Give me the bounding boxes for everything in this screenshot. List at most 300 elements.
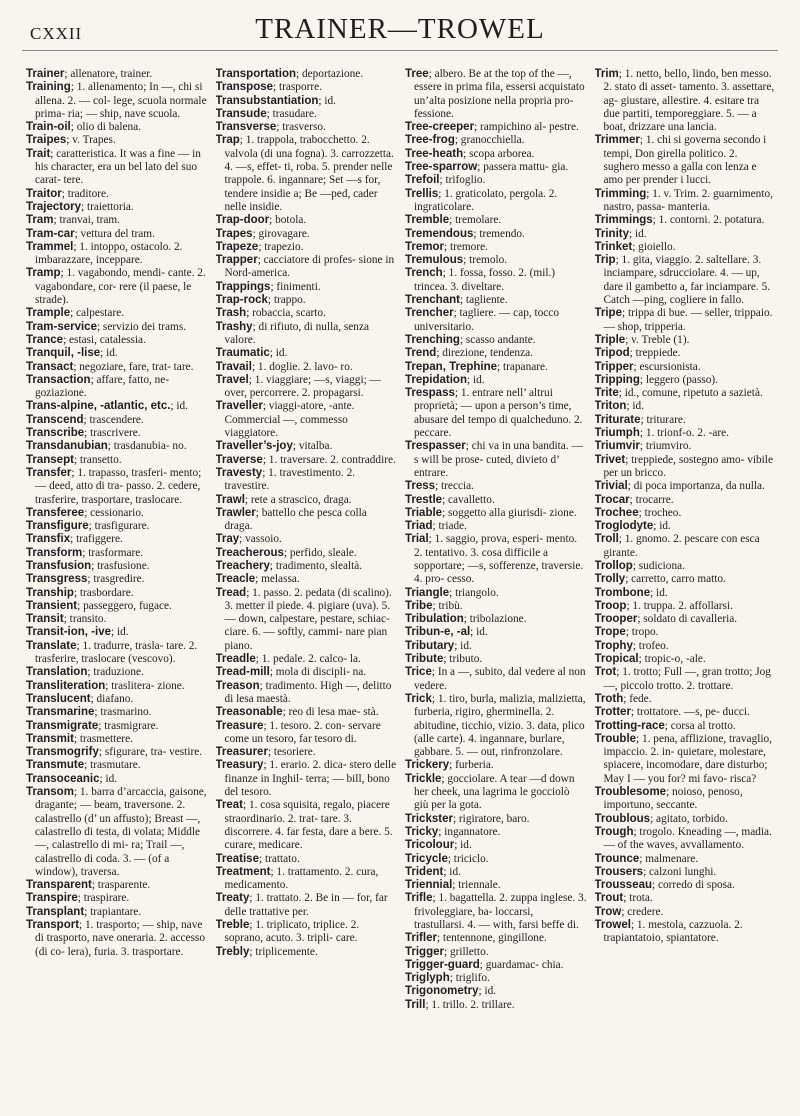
dictionary-entry <box>216 307 398 320</box>
entry-definition: ; 1. saggio, prova, esperi- mento. 2. tentativo. 3. cosa difficile a sopportare; —s, sofferenze, traversie. 4. pro- cesso. <box>414 533 584 586</box>
dictionary-entry <box>26 188 208 201</box>
dictionary-entry <box>216 587 398 653</box>
entry-definition: ; tentennone, gingillone. <box>436 932 547 945</box>
dictionary-entry <box>216 946 398 959</box>
entry-definition: ; cavalletto. <box>442 493 495 506</box>
column-4 <box>595 68 777 1108</box>
entry-headword: Trespass <box>405 387 455 400</box>
dictionary-entry <box>595 507 777 520</box>
dictionary-entry <box>405 241 587 254</box>
entry-headword: Trotter <box>594 706 631 719</box>
entry-definition: ; calzoni lunghi. <box>643 865 717 878</box>
dictionary-entry <box>405 653 587 666</box>
entry-headword: Travail <box>215 360 252 373</box>
entry-headword: Tremor <box>405 240 444 253</box>
entry-headword: Trifler <box>405 932 437 945</box>
entry-definition: ; 1. graticolato, pergola. 2. ingraticolare. <box>414 187 558 213</box>
entry-definition: ; rigiratore, baro. <box>452 812 530 825</box>
entry-headword: Trap-door <box>215 214 270 227</box>
entry-headword: Treason <box>215 679 260 692</box>
entry-definition: ; 1. passo. 2. pedata (di scalino). 3. metter il piede. 4. pigiare (uva). 5. — down, calpestare, pestare, schiac- ciare. 6. — softly, cammi- nare pian piano. <box>224 586 392 652</box>
dictionary-entry <box>405 334 587 347</box>
entry-headword: Trinket <box>594 240 633 253</box>
dictionary-entry <box>595 653 777 666</box>
entry-definition: ; finimenti. <box>270 280 321 293</box>
entry-definition: ; id. <box>170 400 189 413</box>
entry-headword: Transaction <box>26 373 91 386</box>
entry-definition: ; 1. traversare. 2. contraddire. <box>262 453 396 466</box>
entry-definition: ; id. <box>454 639 472 652</box>
entry-headword: Trigger <box>405 945 444 958</box>
entry-definition: ; soldato di cavalleria. <box>637 613 738 626</box>
entry-definition: ; rampichino al- pestre. <box>474 121 579 134</box>
entry-definition: ; passeggero, fugace. <box>77 599 172 612</box>
entry-headword: Treasurer <box>215 746 268 759</box>
entry-definition: ; tropo. <box>625 626 659 639</box>
dictionary-entry <box>595 533 777 560</box>
entry-headword: Triangle <box>405 586 450 599</box>
dictionary-entry <box>216 321 398 348</box>
entry-headword: Tremulous <box>405 254 464 267</box>
entry-headword: Trope <box>594 626 626 639</box>
dictionary-entry <box>216 374 398 401</box>
entry-definition: ; v. Trapes. <box>66 134 116 147</box>
entry-headword: Tree-creeper <box>405 121 475 134</box>
entry-headword: Trick <box>405 692 432 705</box>
entry-headword: Triad <box>405 520 433 533</box>
entry-headword: Trance <box>26 333 64 346</box>
entry-definition: ; 1. trattamento. 2. cura, medicamento. <box>224 865 379 892</box>
entry-definition: ; trogolo. Kneading —, madia. — of the waves, avvallamento. <box>603 825 772 852</box>
dictionary-entry <box>26 400 208 413</box>
entry-definition: ; sudiciona. <box>632 559 685 572</box>
entry-definition: ; traiettoria. <box>80 200 134 213</box>
dictionary-columns <box>26 68 776 1108</box>
dictionary-entry <box>595 693 777 706</box>
entry-definition: ; calpestare. <box>70 307 125 320</box>
entry-headword: Trident <box>405 865 444 878</box>
dictionary-entry <box>595 720 777 733</box>
entry-headword: Trivet <box>594 453 626 466</box>
entry-headword: Treasury <box>215 759 264 772</box>
dictionary-entry <box>216 892 398 919</box>
dictionary-entry <box>405 228 587 241</box>
dictionary-entry <box>595 400 777 413</box>
entry-headword: Trophy <box>594 639 633 652</box>
dictionary-entry <box>595 454 777 481</box>
entry-definition: ; triade. <box>432 520 467 533</box>
entry-headword: Tree-heath <box>405 147 464 160</box>
entry-headword: Tram-car <box>26 227 75 240</box>
entry-definition: ; In a —, subito, dal vedere al non vedere. <box>414 666 586 692</box>
entry-headword: Trepan, Trephine <box>405 360 498 373</box>
dictionary-entry <box>595 254 777 307</box>
dictionary-entry <box>595 613 777 626</box>
dictionary-entry <box>595 892 777 905</box>
dictionary-entry <box>216 440 398 453</box>
dictionary-entry <box>405 879 587 892</box>
entry-headword: Trouble <box>594 732 637 745</box>
entry-definition: ; trasfigurare. <box>88 520 150 533</box>
entry-headword: Transform <box>26 546 83 559</box>
entry-headword: Trotting-race <box>594 719 665 732</box>
dictionary-entry <box>26 706 208 719</box>
entry-definition: ; 1. trasporto; — ship, nave di trasporto, nave oneraria. 2. accesso (di co- lera), furia. 3. trasportare. <box>35 919 206 958</box>
dictionary-entry <box>405 600 587 613</box>
entry-headword: Traveller <box>215 400 263 413</box>
entry-definition: ; 1. vagabondo, mendi- cante. 2. vagabondare, cor- rere (il paese, le strade). <box>35 267 206 307</box>
entry-definition: ; noioso, penoso, importuno, seccante. <box>603 786 743 812</box>
entry-headword: Troth <box>594 692 624 705</box>
dictionary-entry <box>26 414 208 427</box>
dictionary-entry <box>405 148 587 161</box>
entry-headword: Trainer <box>26 68 65 80</box>
entry-headword: Traveller’s-joy <box>215 440 293 453</box>
entry-headword: Triumph <box>594 427 640 440</box>
entry-definition: ; cacciatore di profes- sione in Nord-america. <box>224 254 395 280</box>
entry-headword: Trans-alpine, -atlantic, etc. <box>26 400 171 413</box>
dictionary-entry <box>26 201 208 214</box>
dictionary-entry <box>405 626 587 639</box>
entry-definition: ; id. <box>454 839 472 852</box>
entry-definition: ; trofeo. <box>632 639 669 652</box>
entry-headword: Trocar <box>594 493 630 506</box>
dictionary-entry <box>595 414 777 427</box>
entry-headword: Tricky <box>405 825 439 838</box>
entry-definition: ; di rifiuto, di nulla, senza valore. <box>224 320 369 346</box>
entry-headword: Trait <box>26 147 51 160</box>
dictionary-entry <box>216 454 398 467</box>
entry-definition: ; trippa di bue. — seller, trippaio. — shop, tripperia. <box>603 307 773 333</box>
entry-headword: Trickle <box>405 772 442 785</box>
dictionary-entry <box>26 613 208 626</box>
dictionary-entry <box>26 919 208 959</box>
entry-definition: ; trocheo. <box>638 506 682 519</box>
entry-headword: Training <box>26 81 71 94</box>
entry-headword: Transfigure <box>26 520 89 533</box>
dictionary-entry <box>26 307 208 320</box>
entry-definition: ; 1. gita, viaggio. 2. saltellare. 3. inciampare, sdrucciolare. 4. — up, dare il gambetto a, far inciampare. 5. Catch —ping, cogliere in fallo. <box>603 254 771 307</box>
entry-definition: ; 1. truppa. 2. affollarsi. <box>626 599 733 612</box>
entry-definition: ; treccia. <box>435 480 474 493</box>
entry-headword: Trout <box>594 892 624 905</box>
entry-definition: ; battello che pesca colla draga. <box>224 506 367 533</box>
entry-headword: Tray <box>215 533 240 546</box>
dictionary-entry <box>26 121 208 134</box>
dictionary-entry <box>405 693 587 759</box>
dictionary-entry <box>405 972 587 985</box>
column-2 <box>216 68 398 1108</box>
entry-headword: Tranship <box>26 586 74 599</box>
entry-definition: ; 1. entrare nell’ altrui proprietà; — upon a person’s time, abusare del tempo di qualcheduno. 2. peccare. <box>414 387 583 440</box>
dictionary-entry <box>216 853 398 866</box>
entry-definition: ; id. <box>629 227 647 240</box>
entry-headword: Trousseau <box>594 879 653 892</box>
entry-definition: ; vettura del tram. <box>74 227 155 240</box>
entry-definition: ; albero. Be at the top of the —, essere in prima fila, essersi acquistato un’alta posizione nella propria pro- fessione. <box>414 68 585 120</box>
dictionary-entry <box>405 613 587 626</box>
entry-definition: ; trapezio. <box>258 240 304 253</box>
entry-headword: Trollop <box>594 559 633 572</box>
entry-definition: ; escursionista. <box>633 360 701 373</box>
entry-headword: Trough <box>594 825 634 838</box>
dictionary-entry <box>26 733 208 746</box>
entry-definition: ; treppiede, sostegno amo- vibile per un bricco. <box>603 453 773 479</box>
entry-definition: ; grilletto. <box>443 945 489 958</box>
dictionary-entry <box>216 746 398 759</box>
entry-headword: Transmute <box>26 759 85 772</box>
entry-headword: Tribun-e, -al <box>405 626 471 639</box>
entry-definition: ; trappo. <box>267 294 306 307</box>
entry-definition: ; di poca importanza, da nulla. <box>627 480 765 493</box>
entry-definition: ; sfigurare, tra- vestire. <box>98 746 203 759</box>
entry-definition: ; 1. barra d’arcaccia, gaisone, dragante; — beam, traversone. 2. calastrello (d’ un affusto); Breast —, calastrello di testa, di volata; Middle —, calastrello di mi- ra; Trail —, calastrello di coda. 3. — (of a window), traversa. <box>35 786 207 878</box>
entry-definition: ; treppiede. <box>629 347 681 360</box>
dictionary-entry <box>595 866 777 879</box>
entry-headword: Tranquil, -lise <box>26 347 101 360</box>
entry-headword: Treacle <box>215 573 256 586</box>
dictionary-entry <box>26 134 208 147</box>
entry-headword: Transmarine <box>26 706 95 719</box>
dictionary-entry <box>216 241 398 254</box>
entry-headword: Trencher <box>405 307 454 320</box>
dictionary-entry <box>26 587 208 600</box>
entry-definition: ; tranvai, tram. <box>53 214 121 227</box>
entry-definition: ; 1. bagattella. 2. zuppa inglese. 3. frivoleggiare, ba- loccarsi, trastullarsi. 4. — with, farsi beffe di. <box>414 892 587 931</box>
entry-headword: Tramp <box>26 267 61 280</box>
entry-definition: ; id. <box>99 772 118 785</box>
entry-headword: Travel <box>215 373 249 386</box>
entry-definition: ; ingannatore. <box>438 825 501 838</box>
entry-headword: Trowel <box>594 919 631 931</box>
entry-definition: ; id. <box>650 586 668 599</box>
entry-headword: Tree-frog <box>405 134 455 147</box>
entry-headword: Transpire <box>26 892 78 905</box>
entry-headword: Transept <box>26 453 74 466</box>
dictionary-entry <box>405 999 587 1012</box>
entry-definition: ; 1. trappola, trabocchetto. 2. valvola (di una fogna). 3. carrozzetta. 4. —s, effet- ti, roba. 5. prender nelle trappole. 6. ingannare; Set —s for, tendere insidie a; Be —ped, cader nelle insidie. <box>224 134 394 213</box>
dictionary-entry <box>216 653 398 666</box>
dictionary-entry <box>216 228 398 241</box>
entry-headword: Trawl <box>215 493 245 506</box>
dictionary-entry <box>405 361 587 374</box>
entry-headword: Trap-rock <box>215 294 268 307</box>
entry-headword: Transit-ion, -ive <box>26 626 111 639</box>
dictionary-entry <box>405 813 587 826</box>
entry-definition: ; tagliente. <box>459 294 508 307</box>
dictionary-entry <box>26 361 208 374</box>
entry-headword: Treat <box>215 799 243 812</box>
entry-definition: ; botola. <box>269 214 307 227</box>
dictionary-entry <box>26 214 208 227</box>
entry-headword: Trestle <box>405 493 443 506</box>
entry-headword: Trajectory <box>26 200 81 213</box>
entry-definition: ; cessionario. <box>84 506 144 519</box>
entry-headword: Transparent <box>26 879 92 892</box>
entry-headword: Trend <box>405 347 437 360</box>
entry-definition: ; 1. tiro, burla, malizia, malizietta, furberia, rigiro, gherminella. 2. abitudine, ticchio, vizio. 3. data, plico (alle carte). 4. ingannare, burlare, gabbare. 5. — out, rinfronzolare. <box>414 692 586 759</box>
entry-definition: ; id. <box>466 373 485 386</box>
dictionary-entry <box>216 95 398 108</box>
dictionary-entry <box>26 440 208 453</box>
dictionary-entry <box>595 228 777 241</box>
dictionary-entry <box>405 214 587 227</box>
entry-definition: ; traditore. <box>61 187 109 200</box>
dictionary-entry <box>595 813 777 826</box>
entry-definition: ; leggero (passo). <box>639 373 718 386</box>
entry-definition: ; trasbordare. <box>73 586 134 599</box>
entry-headword: Transubstantiation <box>215 94 319 107</box>
entry-definition: ; 1. trapasso, trasferi- mento; — deed, atto di tra- passo. 2. cedere, trasferire, trasportare, traslocare. <box>35 466 202 506</box>
entry-headword: Transmogrify <box>26 746 99 759</box>
dictionary-entry <box>405 826 587 839</box>
entry-definition: ; tributo. <box>443 653 483 666</box>
entry-headword: Trounce <box>594 852 640 865</box>
entry-definition: ; 1. pena, afflizione, travaglio, impaccio. 2. in- quietare, molestare, spiacere, incomodare, dare disturbo; May I — you for? mi favo- risca? <box>603 732 772 785</box>
dictionary-entry <box>26 560 208 573</box>
entry-definition: ; guardamac- chia. <box>479 958 564 971</box>
entry-definition: ; trattato. <box>258 852 300 865</box>
column-1 <box>26 68 208 1108</box>
dictionary-entry <box>595 440 777 453</box>
dictionary-entry <box>26 573 208 586</box>
entry-definition: ; chi va in una bandita. —s will be prose- cuted, divieto d’ entrare. <box>414 440 583 479</box>
dictionary-entry <box>26 321 208 334</box>
entry-headword: Trefoil <box>405 174 440 187</box>
entry-definition: ; id. <box>443 865 461 878</box>
entry-headword: Transude <box>215 107 267 120</box>
entry-definition: ; v. Treble (1). <box>625 333 690 346</box>
entry-headword: Triple <box>594 333 626 346</box>
dictionary-entry <box>405 520 587 533</box>
dictionary-entry <box>405 959 587 972</box>
entry-definition: ; granocchiella. <box>454 134 525 147</box>
dictionary-entry <box>405 440 587 480</box>
dictionary-entry <box>26 680 208 693</box>
entry-headword: Trenching <box>405 333 460 346</box>
entry-headword: Trice <box>405 666 432 679</box>
entry-definition: ; id. <box>111 626 129 639</box>
dictionary-entry <box>405 188 587 215</box>
entry-definition: ; trasgredire. <box>87 573 145 586</box>
entry-definition: ; agitato, torbido. <box>650 812 728 825</box>
entry-definition: ; 1. gnomo. 2. pescare con esca girante. <box>603 533 760 559</box>
dictionary-entry <box>595 573 777 586</box>
entry-headword: Trellis <box>405 187 439 200</box>
dictionary-entry <box>595 387 777 400</box>
entry-definition: ; trapiantare. <box>84 905 142 918</box>
entry-headword: Tropical <box>594 653 639 666</box>
entry-headword: Tree <box>405 68 429 80</box>
entry-headword: Tributary <box>405 639 455 652</box>
running-head: TRAINER—TROWEL <box>255 13 545 45</box>
dictionary-entry <box>405 533 587 586</box>
dictionary-entry <box>595 134 777 187</box>
dictionary-entry <box>595 347 777 360</box>
dictionary-entry <box>26 547 208 560</box>
dictionary-entry <box>216 560 398 573</box>
entry-headword: Troop <box>594 599 627 612</box>
entry-definition: ; trasformare. <box>82 546 144 559</box>
entry-definition: ; 1. chi si governa secondo i tempi, Don girella politico. 2. sughero messo a galla con lenza e amo per prender i lucci. <box>603 134 767 187</box>
dictionary-entry <box>595 480 777 493</box>
entry-definition: ; 1. trotto; Full —, gran trotto; Jog —, piccolo trotto. 2. trottare. <box>603 666 771 692</box>
dictionary-entry <box>595 188 777 215</box>
dictionary-entry <box>216 533 398 546</box>
dictionary-entry <box>26 879 208 892</box>
entry-headword: Tress <box>405 480 436 493</box>
entry-headword: Transact <box>26 360 74 373</box>
dictionary-entry <box>26 720 208 733</box>
entry-definition: ; triturare. <box>640 413 686 426</box>
entry-definition: ; tribolazione. <box>463 613 527 626</box>
entry-headword: Triable <box>405 506 443 519</box>
entry-headword: Transit <box>26 613 64 626</box>
dictionary-entry <box>405 374 587 387</box>
entry-definition: ; gocciolare. A tear —d down her cheek, una lagrima le gocciolò giù per la gota. <box>414 772 575 812</box>
entry-definition: ; trasudare. <box>266 107 317 120</box>
dictionary-entry <box>595 214 777 227</box>
entry-headword: Trousers <box>594 865 644 878</box>
dictionary-entry <box>405 294 587 307</box>
entry-definition: ; soggetto alla giurisdi- zione. <box>442 506 577 519</box>
entry-headword: Tribute <box>405 653 444 666</box>
entry-definition: ; trasverso. <box>276 121 326 134</box>
entry-headword: Treasure <box>215 719 264 732</box>
dictionary-entry <box>405 134 587 147</box>
entry-headword: Tripping <box>594 373 640 386</box>
dictionary-entry <box>26 626 208 639</box>
entry-headword: Troublesome <box>594 786 667 799</box>
entry-definition: ; tremolo. <box>463 254 508 267</box>
entry-headword: Treatment <box>215 865 271 878</box>
entry-definition: ; deportazione. <box>296 68 364 80</box>
dictionary-entry <box>405 932 587 945</box>
entry-headword: Translate <box>26 639 77 652</box>
entry-definition: ; trasdanubia- no. <box>107 440 187 453</box>
entry-definition: ; 1. fossa, fosso. 2. (mil.) trincea. 3. diveltare. <box>414 267 556 293</box>
entry-headword: Tricycle <box>405 852 448 865</box>
entry-definition: ; negoziare, fare, trat- tare. <box>73 360 194 373</box>
entry-definition: ; allenatore, trainer. <box>64 68 153 80</box>
dictionary-entry <box>405 161 587 174</box>
entry-definition: ; trocarre. <box>629 493 674 506</box>
dictionary-entry <box>595 706 777 719</box>
entry-headword: Transfer <box>26 466 72 479</box>
entry-definition: ; direzione, tendenza. <box>436 347 533 360</box>
entry-definition: ; 1. mestola, cazzuola. 2. trapiantatoio, spiantatore. <box>603 919 743 945</box>
entry-definition: ; 1. allenamento; In —, chi si allena. 2. — col- lege, scuola normale prima- ria; — ship, nave scuola. <box>35 81 207 120</box>
entry-headword: Treasonable <box>215 706 283 719</box>
dictionary-entry <box>595 307 777 334</box>
dictionary-entry <box>26 520 208 533</box>
entry-definition: ; passera mattu- gia. <box>477 161 569 174</box>
dictionary-entry <box>595 494 777 507</box>
dictionary-entry <box>216 400 398 440</box>
entry-headword: Trappings <box>215 280 271 293</box>
dictionary-entry <box>216 720 398 747</box>
dictionary-entry <box>405 507 587 520</box>
entry-definition: ; traspirare. <box>77 892 130 905</box>
entry-headword: Trimming <box>594 187 647 200</box>
entry-headword: Trapper <box>215 254 258 267</box>
entry-definition: ; 1. intoppo, ostacolo. 2. imbarazzare, inceppare. <box>35 240 183 267</box>
entry-headword: Transdanubian <box>26 440 108 453</box>
entry-definition: ; 1. cosa squisita, regalo, piacere straordinario. 2. trat- tare. 3. discorrere. 4. far festa, dare a bere. 5. curare, medicare. <box>224 799 393 852</box>
entry-headword: Troglodyte <box>594 520 654 533</box>
dictionary-entry <box>216 547 398 560</box>
dictionary-entry <box>405 307 587 334</box>
